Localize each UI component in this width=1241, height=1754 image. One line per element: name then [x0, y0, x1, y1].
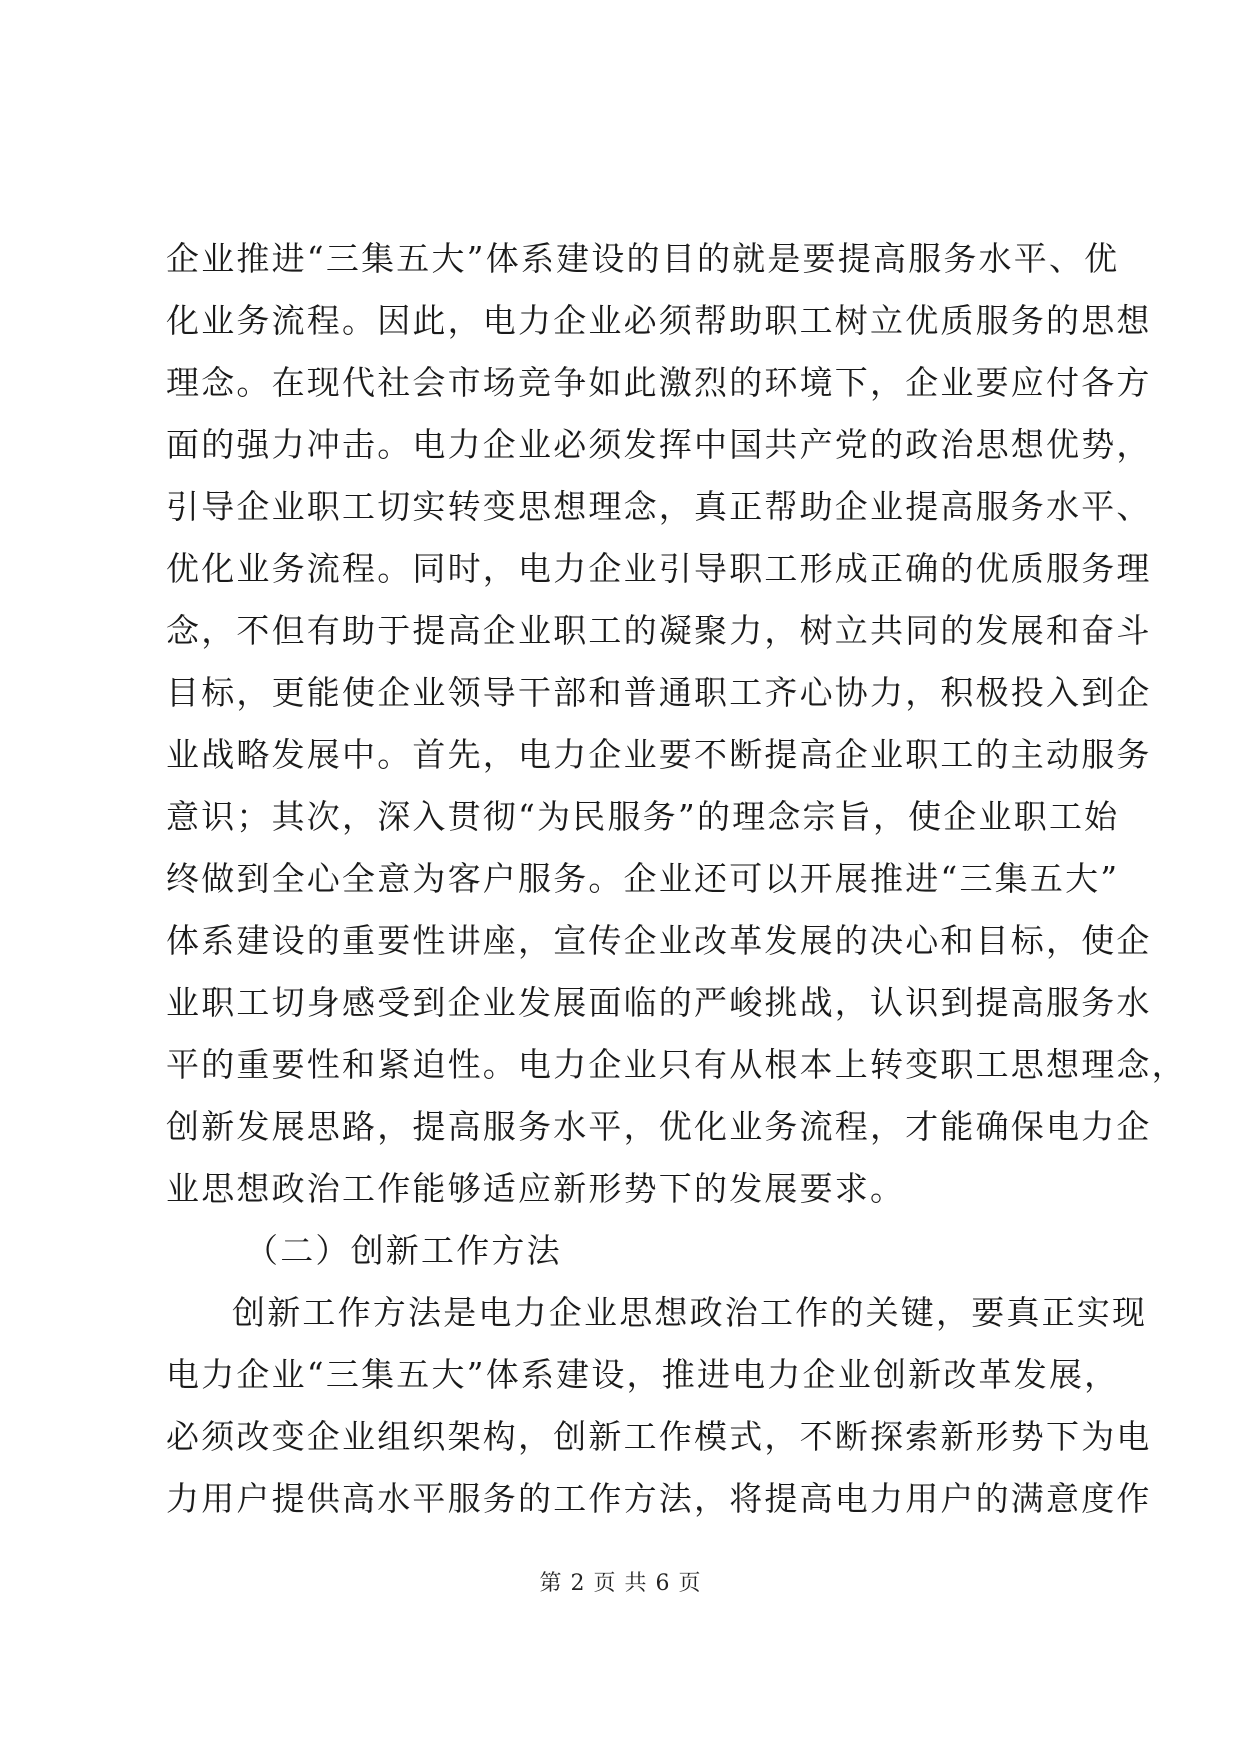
section-heading: （二）创新工作方法 — [245, 1231, 562, 1270]
body-line: 引导企业职工切实转变思想理念，真正帮助企业提高服务水平、 — [166, 487, 1152, 526]
body-line: 业职工切身感受到企业发展面临的严峻挑战，认识到提高服务水 — [166, 983, 1152, 1022]
document-body — [166, 228, 1187, 1530]
body-line: 业战略发展中。首先，电力企业要不断提高企业职工的主动服务 — [166, 735, 1152, 774]
body-line: 业思想政治工作能够适应新形势下的发展要求。 — [166, 1169, 906, 1208]
body-line: 体系建设的重要性讲座，宣传企业改革发展的决心和目标，使企 — [166, 921, 1152, 960]
body-line: 创新发展思路，提高服务水平，优化业务流程，才能确保电力企 — [166, 1107, 1152, 1146]
body-line: 理念。在现代社会市场竞争如此激烈的环境下，企业要应付各方 — [166, 363, 1152, 402]
section-line: 必须改变企业组织架构，创新工作模式，不断探索新形势下为电 — [166, 1417, 1152, 1456]
body-line: 终做到全心全意为客户服务。企业还可以开展推进“三集五大” — [166, 859, 1120, 898]
body-line: 念，不但有助于提高企业职工的凝聚力，树立共同的发展和奋斗 — [166, 611, 1152, 650]
body-line: 平的重要性和紧迫性。电力企业只有从根本上转变职工思想理念， — [166, 1045, 1187, 1084]
body-line: 企业推进“三集五大”体系建设的目的就是要提高服务水平、优 — [166, 239, 1120, 278]
body-line: 优化业务流程。同时，电力企业引导职工形成正确的优质服务理 — [166, 549, 1152, 588]
body-line: 目标，更能使企业领导干部和普通职工齐心协力，积极投入到企 — [166, 673, 1152, 712]
page-number-footer: 第 2 页 共 6 页 — [539, 1571, 702, 1596]
body-line: 化业务流程。因此，电力企业必须帮助职工树立优质服务的思想 — [166, 301, 1152, 340]
section-line: 创新工作方法是电力企业思想政治工作的关键，要真正实现 — [232, 1293, 1148, 1332]
body-line: 面的强力冲击。电力企业必须发挥中国共产党的政治思想优势， — [166, 425, 1152, 464]
body-line: 意识；其次，深入贯彻“为民服务”的理念宗旨，使企业职工始 — [166, 797, 1120, 836]
section-line: 力用户提供高水平服务的工作方法，将提高电力用户的满意度作 — [166, 1479, 1152, 1518]
section-line: 电力企业“三集五大”体系建设，推进电力企业创新改革发展， — [166, 1355, 1120, 1394]
